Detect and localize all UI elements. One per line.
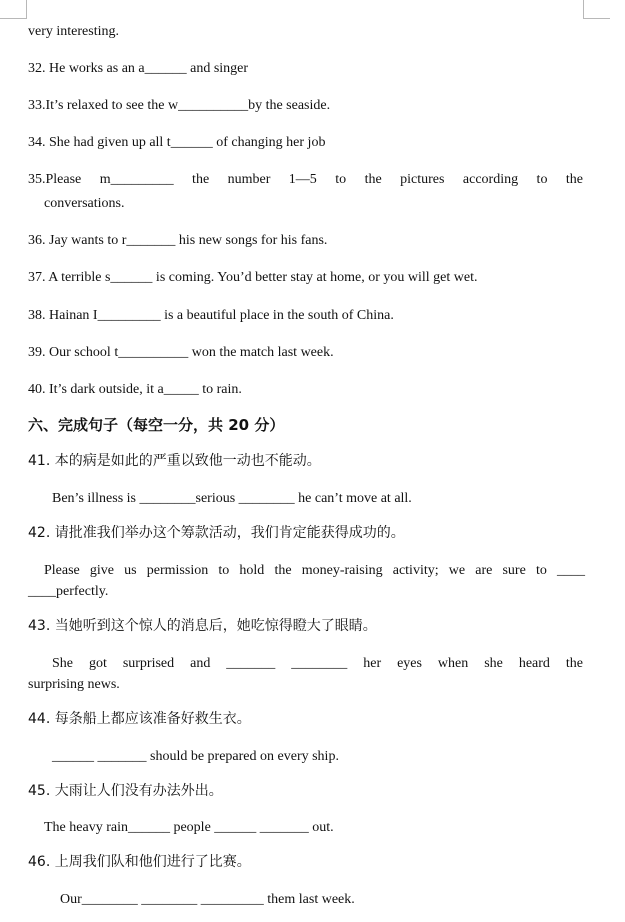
question-46-english: Our________ ________ _________ them last week.	[60, 892, 355, 907]
question-45-chinese: 45. 大雨让人们没有办法外出。	[28, 783, 223, 799]
question-43-chinese: 43. 当她听到这个惊人的消息后，她吃惊得瞪大了眼睛。	[28, 618, 377, 634]
question-43-english-line1: She got surprised and _______ ________ her eyes when she heard the	[52, 656, 583, 671]
question-32: 32. He works as an a______ and singer	[28, 61, 249, 76]
question-42-english-line1: Please give us permission to hold the money-raising activity; we are sure to ____	[44, 563, 585, 578]
question-42-english-line2: ____perfectly.	[28, 584, 109, 599]
crop-mark-right	[583, 0, 610, 19]
question-41-english: Ben’s illness is ________serious ________ he can’t move at all.	[52, 491, 412, 506]
question-35-line2: conversations.	[44, 196, 125, 211]
question-36: 36. Jay wants to r_______ his new songs for his fans.	[28, 233, 328, 248]
question-46-chinese: 46. 上周我们队和他们进行了比赛。	[28, 854, 251, 870]
question-41-chinese: 41. 本的病是如此的严重以致他一动也不能动。	[28, 453, 321, 469]
question-37: 37. A terrible s______ is coming. You’d better stay at home, or you will get wet.	[28, 270, 478, 285]
section-6-heading: 六、完成句子（每空一分，共 20 分）	[28, 416, 285, 434]
question-45-english: The heavy rain______ people ______ _______ out.	[44, 820, 334, 835]
question-35-line1: 35.Please m_________ the number 1—5 to the pictures according to the	[28, 172, 583, 187]
question-42-chinese: 42. 请批准我们举办这个筹款活动，我们肯定能获得成功的。	[28, 525, 405, 541]
question-38: 38. Hainan I_________ is a beautiful place in the south of China.	[28, 308, 394, 323]
question-34: 34. She had given up all t______ of changing her job	[28, 135, 326, 150]
question-33: 33.It’s relaxed to see the w__________by the seaside.	[28, 98, 331, 113]
line-continuation: very interesting.	[28, 24, 119, 39]
question-44-english: ______ _______ should be prepared on every ship.	[52, 749, 339, 764]
question-44-chinese: 44. 每条船上都应该准备好救生衣。	[28, 711, 251, 727]
question-39: 39. Our school t__________ won the match last week.	[28, 345, 334, 360]
crop-mark-left	[0, 0, 27, 19]
question-43-english-line2: surprising news.	[28, 677, 120, 692]
question-40: 40. It’s dark outside, it a_____ to rain.	[28, 382, 242, 397]
